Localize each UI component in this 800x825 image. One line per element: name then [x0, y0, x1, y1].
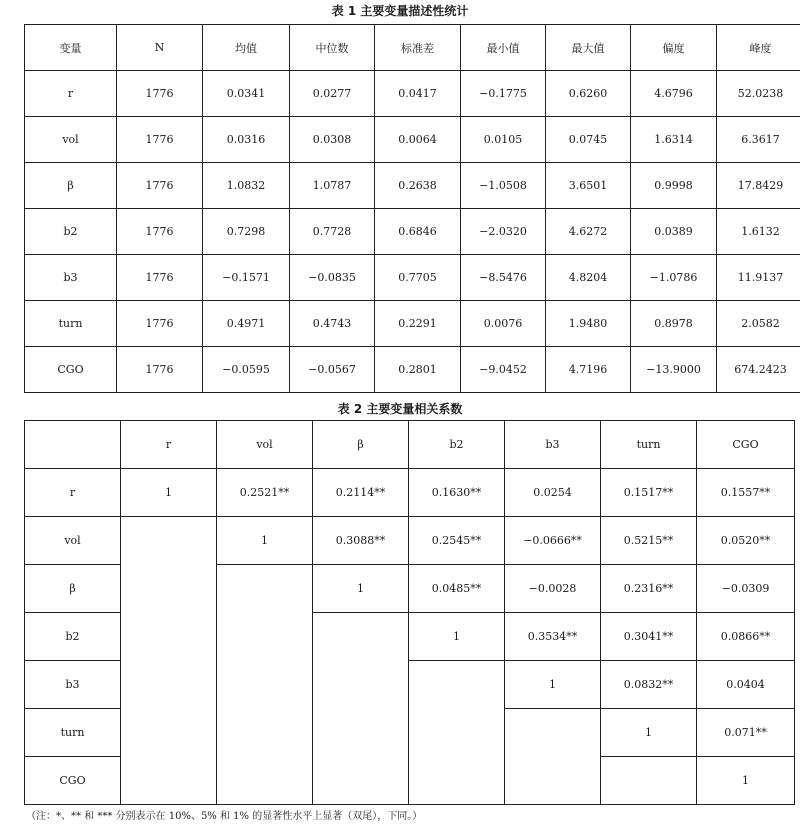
- table-cell: 0.0866**: [697, 613, 795, 661]
- table2-header-cell: β: [313, 421, 409, 469]
- table-cell: 1: [217, 517, 313, 565]
- table-cell: 0.2291: [375, 301, 461, 347]
- row-label-cell: r: [25, 469, 121, 517]
- table-note: （注：*、** 和 *** 分别表示在 10%、5% 和 1% 的显著性水平上显著（双尾），下同。）: [26, 811, 423, 822]
- table-cell: 1776: [117, 209, 203, 255]
- table-cell: 0.0341: [203, 71, 290, 117]
- descriptive-statistics-table: [24, 24, 800, 393]
- table-cell: 0.0404: [697, 661, 795, 709]
- table-cell: 1776: [117, 255, 203, 301]
- table1-header-row: [25, 25, 800, 71]
- table-cell: 1: [121, 469, 217, 517]
- table-cell: 0.3088**: [313, 517, 409, 565]
- table-cell: 1: [601, 709, 697, 757]
- table-cell: 0.0417: [375, 71, 461, 117]
- table-cell: 0.7705: [375, 255, 461, 301]
- blank-lower-triangle-cell: [217, 565, 313, 805]
- table-cell: 0.1557**: [697, 469, 795, 517]
- table1-header-cell: 均值: [203, 25, 290, 71]
- table-cell: 0.0520**: [697, 517, 795, 565]
- table-cell: 0.0254: [505, 469, 601, 517]
- table-cell: −0.0309: [697, 565, 795, 613]
- table-cell: 4.6272: [546, 209, 631, 255]
- table-cell: 1776: [117, 163, 203, 209]
- table-cell: 0.1630**: [409, 469, 505, 517]
- table-cell: 0.6260: [546, 71, 631, 117]
- row-label-cell: vol: [25, 517, 121, 565]
- table-cell: 0.8978: [631, 301, 717, 347]
- table-cell: 1.9480: [546, 301, 631, 347]
- table2-header-row: [25, 421, 795, 469]
- table-cell: 0.3041**: [601, 613, 697, 661]
- table2-header-cell: b3: [505, 421, 601, 469]
- table-cell: −9.0452: [461, 347, 546, 393]
- table-cell: 4.7196: [546, 347, 631, 393]
- table-cell: 0.2521**: [217, 469, 313, 517]
- row-label-cell: b3: [25, 255, 117, 301]
- table-cell: 0.3534**: [505, 613, 601, 661]
- row-label-cell: β: [25, 565, 121, 613]
- table-cell: −13.9000: [631, 347, 717, 393]
- table-cell: 0.0076: [461, 301, 546, 347]
- table1-header-cell: 最小值: [461, 25, 546, 71]
- table-cell: 0.6846: [375, 209, 461, 255]
- table1-caption: 表 1 主要变量描述性统计: [331, 4, 469, 18]
- table-cell: −0.0835: [290, 255, 375, 301]
- table1-header-cell: 峰度: [717, 25, 800, 71]
- table-row: [25, 163, 800, 209]
- table-cell: −0.1775: [461, 71, 546, 117]
- table-row: [25, 71, 800, 117]
- table2-caption: 表 2 主要变量相关系数: [337, 402, 463, 416]
- table-cell: −0.0028: [505, 565, 601, 613]
- table-cell: 0.0485**: [409, 565, 505, 613]
- table-cell: 0.0308: [290, 117, 375, 163]
- table-row: [25, 469, 795, 517]
- table-cell: 4.8204: [546, 255, 631, 301]
- table-cell: 0.2316**: [601, 565, 697, 613]
- table-cell: 0.1517**: [601, 469, 697, 517]
- table-cell: 0.5215**: [601, 517, 697, 565]
- table-cell: −8.5476: [461, 255, 546, 301]
- table-cell: 0.2545**: [409, 517, 505, 565]
- row-label-cell: CGO: [25, 757, 121, 805]
- row-label-cell: b2: [25, 209, 117, 255]
- table-cell: 0.2114**: [313, 469, 409, 517]
- row-label-cell: b3: [25, 661, 121, 709]
- table-cell: 1: [409, 613, 505, 661]
- table-row: [25, 347, 800, 393]
- row-label-cell: turn: [25, 709, 121, 757]
- table-cell: 1776: [117, 347, 203, 393]
- row-label-cell: vol: [25, 117, 117, 163]
- row-label-cell: CGO: [25, 347, 117, 393]
- blank-lower-triangle-cell: [601, 757, 697, 805]
- table2-header-cell: b2: [409, 421, 505, 469]
- table-cell: 6.3617: [717, 117, 800, 163]
- table-cell: −2.0320: [461, 209, 546, 255]
- row-label-cell: turn: [25, 301, 117, 347]
- table-cell: 1: [505, 661, 601, 709]
- table-cell: 1.6132: [717, 209, 800, 255]
- table-cell: 1776: [117, 301, 203, 347]
- correlation-table: [24, 420, 795, 805]
- row-label-cell: β: [25, 163, 117, 209]
- table2-header-cell: CGO: [697, 421, 795, 469]
- table1-header-cell: N: [117, 25, 203, 71]
- table-row: [25, 301, 800, 347]
- table1-header-cell: 偏度: [631, 25, 717, 71]
- table-row: [25, 255, 800, 301]
- table-cell: 0.9998: [631, 163, 717, 209]
- table-cell: 52.0238: [717, 71, 800, 117]
- table1-header-cell: 中位数: [290, 25, 375, 71]
- row-label-cell: b2: [25, 613, 121, 661]
- table-cell: 0.2638: [375, 163, 461, 209]
- table-cell: 0.071**: [697, 709, 795, 757]
- table-cell: 0.0064: [375, 117, 461, 163]
- table-cell: 0.4743: [290, 301, 375, 347]
- table-cell: 0.2801: [375, 347, 461, 393]
- table1-header-cell: 最大值: [546, 25, 631, 71]
- table-cell: 0.0745: [546, 117, 631, 163]
- row-label-cell: r: [25, 71, 117, 117]
- table-cell: 1.6314: [631, 117, 717, 163]
- table1-header-cell: 变量: [25, 25, 117, 71]
- table-cell: −1.0508: [461, 163, 546, 209]
- blank-lower-triangle-cell: [409, 661, 505, 805]
- table-cell: 0.7298: [203, 209, 290, 255]
- table-cell: 17.8429: [717, 163, 800, 209]
- table-cell: 0.0105: [461, 117, 546, 163]
- table-cell: 0.0832**: [601, 661, 697, 709]
- blank-lower-triangle-cell: [505, 709, 601, 805]
- blank-lower-triangle-cell: [313, 613, 409, 805]
- table-cell: 3.6501: [546, 163, 631, 209]
- table-cell: −1.0786: [631, 255, 717, 301]
- table-cell: 1: [313, 565, 409, 613]
- table-cell: 1776: [117, 71, 203, 117]
- table-cell: 1776: [117, 117, 203, 163]
- table2-header-cell: turn: [601, 421, 697, 469]
- table-cell: 1.0787: [290, 163, 375, 209]
- table-cell: −0.1571: [203, 255, 290, 301]
- table1-header-cell: 标准差: [375, 25, 461, 71]
- table-cell: −0.0567: [290, 347, 375, 393]
- table-cell: 0.0277: [290, 71, 375, 117]
- table-cell: 1: [697, 757, 795, 805]
- table-cell: 674.2423: [717, 347, 800, 393]
- table-row: [25, 117, 800, 163]
- table-cell: 2.0582: [717, 301, 800, 347]
- corner-cell: [25, 421, 121, 469]
- table-cell: −0.0666**: [505, 517, 601, 565]
- table-cell: 1.0832: [203, 163, 290, 209]
- table-cell: −0.0595: [203, 347, 290, 393]
- table-cell: 0.0389: [631, 209, 717, 255]
- table-cell: 0.7728: [290, 209, 375, 255]
- blank-lower-triangle-cell: [121, 517, 217, 805]
- table2-header-cell: r: [121, 421, 217, 469]
- table-row: [25, 209, 800, 255]
- table-cell: 0.4971: [203, 301, 290, 347]
- table-row: [25, 517, 795, 565]
- table-cell: 11.9137: [717, 255, 800, 301]
- table2-header-cell: vol: [217, 421, 313, 469]
- table-cell: 0.0316: [203, 117, 290, 163]
- table-cell: 4.6796: [631, 71, 717, 117]
